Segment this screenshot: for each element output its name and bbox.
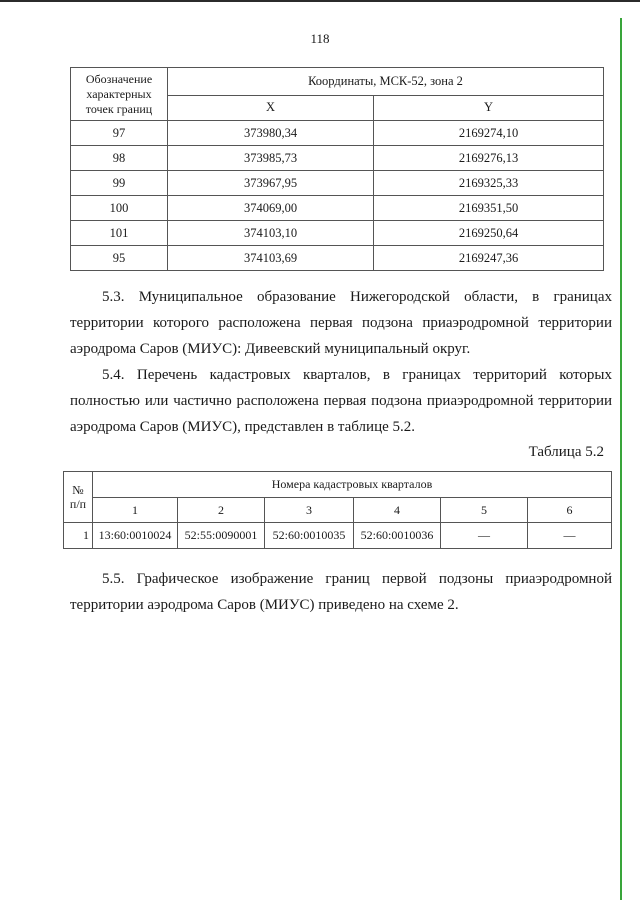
point-designation-header: Обозначение характерных точек границ	[71, 68, 168, 121]
point-cell: 99	[71, 171, 168, 196]
column-header-1: 1	[93, 498, 178, 523]
point-cell: 95	[71, 246, 168, 271]
cadastral-cell: 52:60:0010036	[354, 523, 441, 549]
paragraph-5-4: 5.4. Перечень кадастровых кварталов, в границах территорий которых полностью или частично расположена первая подзона приаэродромной территории аэродрома Саров (МИУС), представлен в таблице 5.2.	[70, 367, 612, 435]
y-cell: 2169274,10	[374, 121, 604, 146]
x-cell: 374103,10	[168, 221, 374, 246]
y-cell: 2169325,33	[374, 171, 604, 196]
x-cell: 374069,00	[168, 196, 374, 221]
top-rule	[0, 0, 640, 2]
cadastral-cell: 13:60:0010024	[93, 523, 178, 549]
cadastral-cell: 52:60:0010035	[265, 523, 354, 549]
table-row	[71, 221, 604, 246]
y-cell: 2169250,64	[374, 221, 604, 246]
point-cell: 100	[71, 196, 168, 221]
cadastral-cell: 52:55:0090001	[178, 523, 265, 549]
point-cell: 98	[71, 146, 168, 171]
row-number-header: № п/п	[64, 472, 93, 523]
coordinates-table	[70, 67, 604, 271]
column-header-2: 2	[178, 498, 265, 523]
x-cell: 373967,95	[168, 171, 374, 196]
column-header-5: 5	[441, 498, 528, 523]
paragraph-5-5: 5.5. Графическое изображение границ первой подзоны приаэродромной территории аэродрома Саров (МИУС) приведено на схеме 2.	[70, 571, 612, 613]
paragraph-5-3: 5.3. Муниципальное образование Нижегородской области, в границах территории которого расположена первая подзона приаэродромной территории аэродрома Саров (МИУС): Дивеевский муниципальный округ.	[70, 289, 612, 357]
y-cell: 2169276,13	[374, 146, 604, 171]
table-row	[71, 246, 604, 271]
cadastral-numbers-header: Номера кадастровых кварталов	[93, 472, 612, 498]
column-header-4: 4	[354, 498, 441, 523]
y-cell: 2169351,50	[374, 196, 604, 221]
y-cell: 2169247,36	[374, 246, 604, 271]
table-row	[64, 523, 612, 549]
cadastral-quarters-table	[63, 471, 612, 549]
table-row	[71, 121, 604, 146]
page-number: 118	[310, 31, 330, 46]
margin-line	[620, 18, 622, 900]
coordinates-system-header: Координаты, МСК-52, зона 2	[168, 68, 604, 96]
y-column-header: Y	[374, 95, 604, 120]
x-cell: 373985,73	[168, 146, 374, 171]
table-row	[71, 196, 604, 221]
table-caption: Таблица 5.2	[528, 444, 604, 460]
table-row	[71, 146, 604, 171]
x-cell: 373980,34	[168, 121, 374, 146]
x-column-header: X	[168, 95, 374, 120]
point-cell: 101	[71, 221, 168, 246]
row-number-cell: 1	[64, 523, 93, 549]
column-header-6: 6	[528, 498, 612, 523]
table-row	[71, 171, 604, 196]
x-cell: 374103,69	[168, 246, 374, 271]
column-header-3: 3	[265, 498, 354, 523]
cadastral-cell: —	[528, 523, 612, 549]
cadastral-cell: —	[441, 523, 528, 549]
point-cell: 97	[71, 121, 168, 146]
